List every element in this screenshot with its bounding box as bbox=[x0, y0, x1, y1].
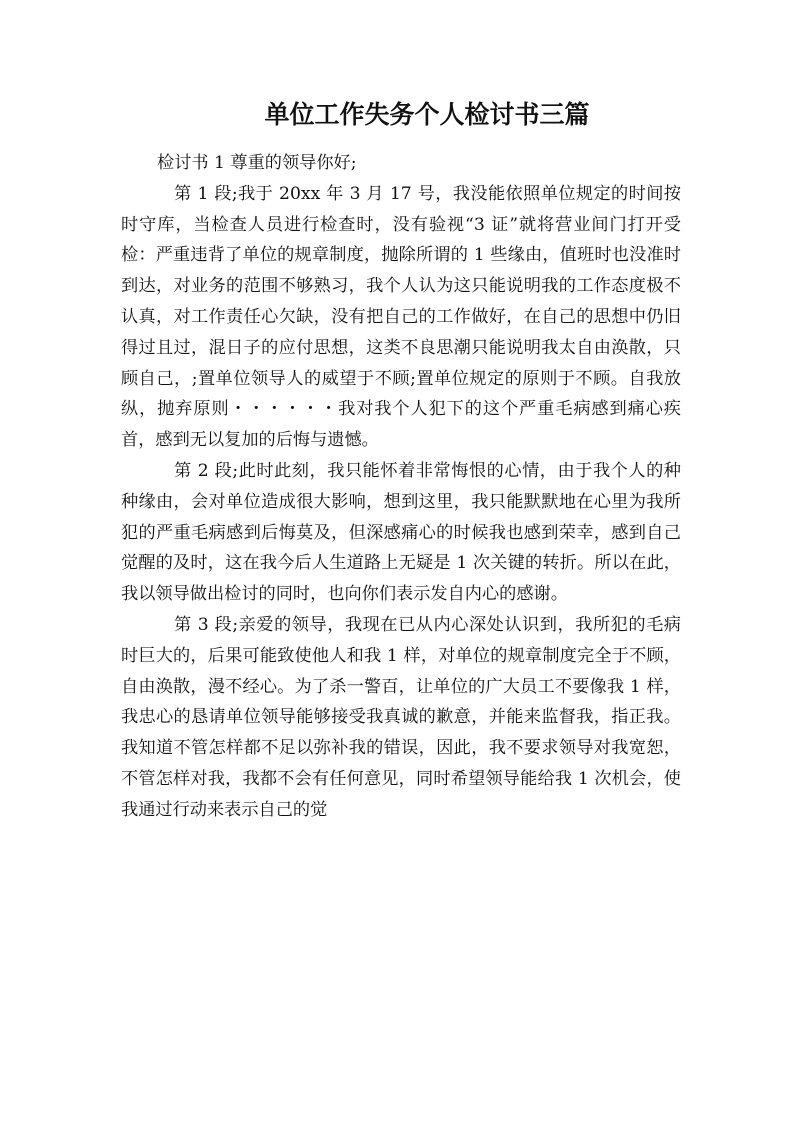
paragraph-3: 第 3 段;亲爱的领导，我现在已从内心深处认识到，我所犯的毛病时巨大的，后果可能致使他人和我 1 样，对单位的规章制度完全于不顾，自由涣散，漫不经心。为了杀一警百，让单位的广大员工不要像我 1 样，我忠心的恳请单位领导能够接受我真诚的歉意，并能来监督我，指正我。我知道不管怎样都不足以弥补我的错误，因此，我不要求领导对我宽恕，不管怎样对我，我都不会有任何意见，同时希望领导能给我 1 次机会，使我通过行动来表示自己的觉 bbox=[121, 614, 681, 820]
paragraph-1: 第 1 段;我于 20xx 年 3 月 17 号，我没能依照单位规定的时间按时守库，当检查人员进行检查时，没有验视“3 证”就将营业间门打开受检：严重违背了单位的规章制度，抛除所谓的 1 些缘由，值班时也没准时到达，对业务的范围不够熟习，我个人认为这只能说明我的工作态度极不认真，对工作责任心欠缺，没有把自己的工作做好，在自己的思想中仍旧得过且过，混日子的应付思想，这类不良思潮只能说明我太自由涣散，只顾自己，;置单位领导人的威望于不顾;置单位规定的原则于不顾。自我放纵，抛弃原则・・・・・・我对我个人犯下的这个严重毛病感到痛心疾首，感到无以复加的后悔与遗憾。 bbox=[121, 183, 681, 451]
document-title: 单位工作失务个人检讨书三篇 bbox=[264, 100, 590, 129]
paragraph-2: 第 2 段;此时此刻，我只能怀着非常悔恨的心情，由于我个人的种种缘由，会对单位造成很大影响，想到这里，我只能默默地在心里为我所犯的严重毛病感到后悔莫及，但深感痛心的时候我也感到荣幸，感到自己觉醒的及时，这在我今后人生道路上无疑是 1 次关键的转折。所以在此，我以领导做出检讨的同时，也向你们表示发自内心的感谢。 bbox=[121, 460, 681, 605]
document-body bbox=[121, 148, 681, 826]
salutation: 检讨书 1 尊重的领导你好; bbox=[157, 153, 357, 173]
